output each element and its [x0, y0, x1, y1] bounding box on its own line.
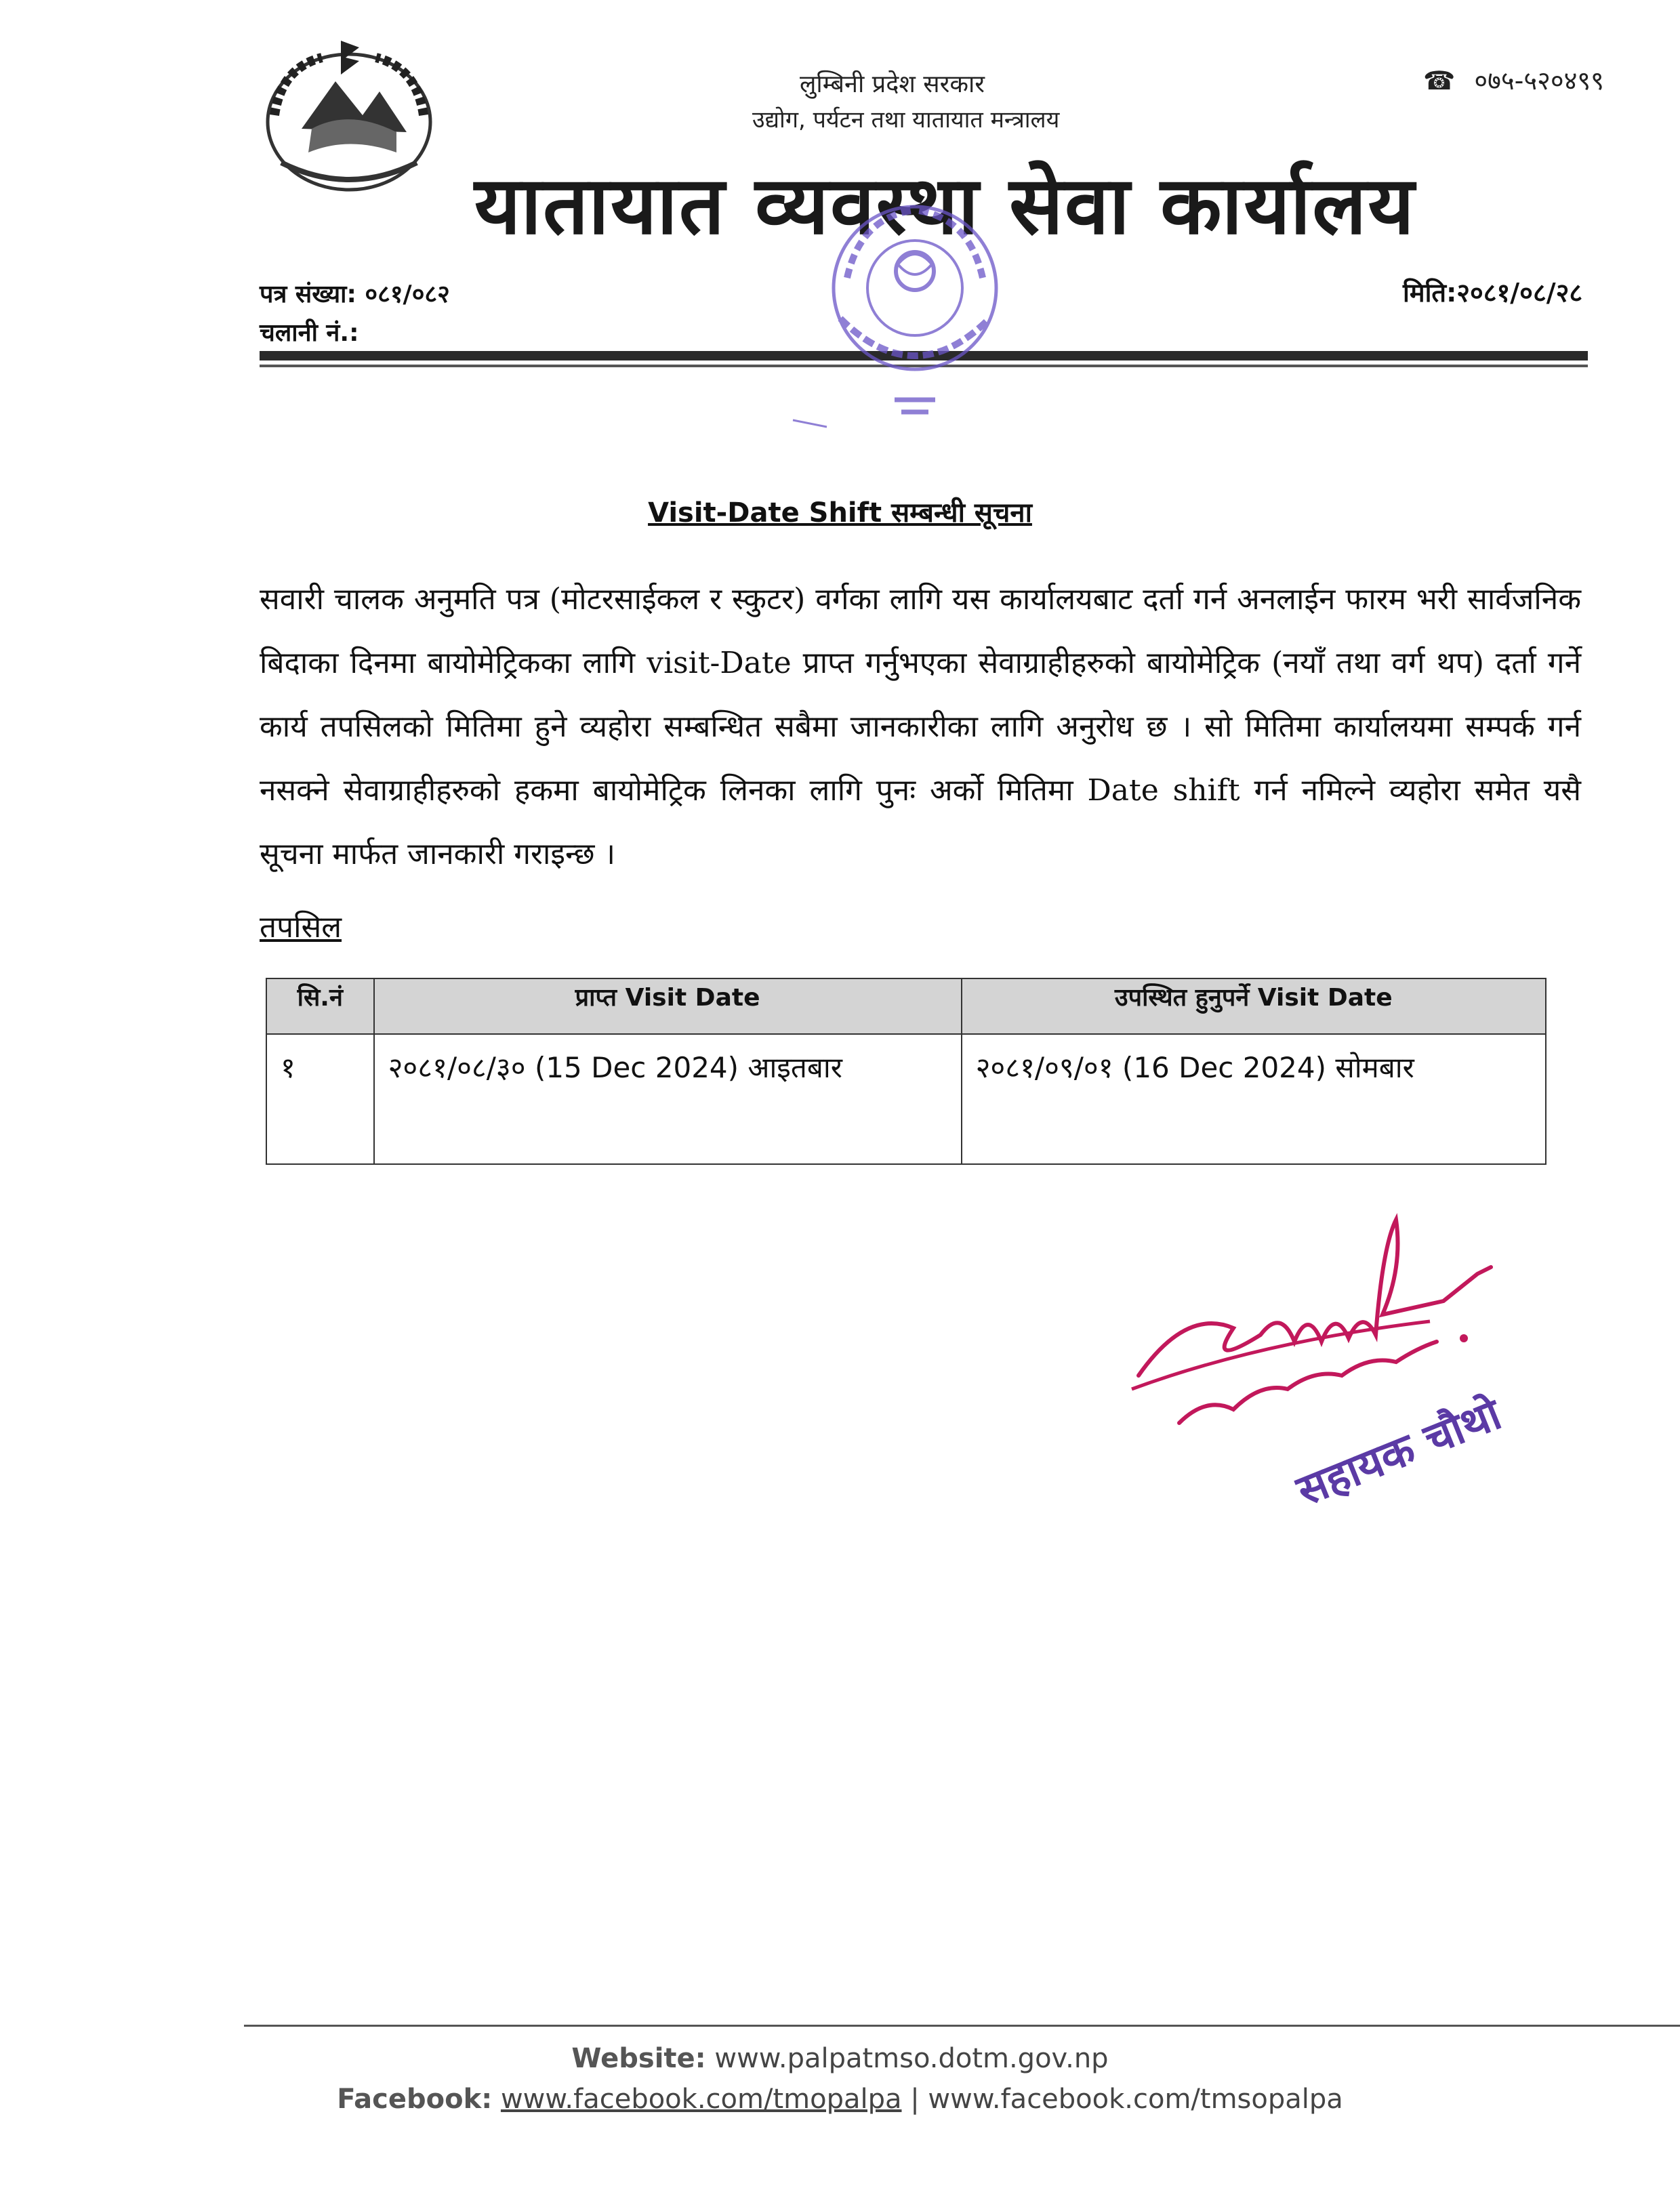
table-header-row [266, 978, 1546, 1034]
facebook-label: Facebook: [337, 2084, 493, 2115]
cell-received-date: २०८१/०८/३० (15 Dec 2024) आइतबार [374, 1034, 962, 1164]
government-name: लुम्बिनी प्रदेश सरकार [800, 70, 985, 98]
schedule-table [266, 978, 1546, 1165]
notice-body: सवारी चालक अनुमति पत्र (मोटरसाईकल र स्कुटर) वर्गका लागि यस कार्यालयबाट दर्ता गर्न अनलाईन फारम भरी सार्वजनिक बिदाका दिनमा बायोमेट्रिकका लागि visit-Date प्राप्त गर्नुभएका सेवाग्राहीहरुको बायोमेट्रिक (नयाँ तथा वर्ग थप) दर्ता गर्ने कार्य तपसिलको मितिमा हुने व्यहोरा सम्बन्धित सबैमा जानकारीका लागि अनुरोध छ । सो मितिमा कार्यालयमा सम्पर्क गर्न नसक्ने सेवाग्राहीहरुको हकमा बायोमेट्रिक लिनका लागि पुनः अर्को मितिमा Date shift गर्न नमिल्ने व्यहोरा समेत यसै सूचना मार्फत जानकारी गराइन्छ । [260, 582, 1581, 871]
website-label: Website: [571, 2043, 706, 2074]
column-header-sn: सि.नं [266, 978, 374, 1034]
letter-date: मिति:२०८१/०८/२८ [1403, 278, 1583, 308]
footer-facebook [0, 2084, 1680, 2115]
signatory-designation: सहायक चौथो [1290, 1389, 1509, 1516]
dispatch-number: चलानी नं.: [260, 319, 359, 347]
footer-website [0, 2043, 1680, 2074]
phone-value: ०७५-५२०४९९ [1474, 66, 1604, 96]
facebook-link-2[interactable]: www.facebook.com/tmsopalpa [928, 2084, 1343, 2115]
office-stamp [766, 197, 1071, 434]
facebook-separator: | [910, 2084, 920, 2115]
website-link[interactable]: www.palpatmso.dotm.gov.np [714, 2043, 1109, 2074]
footer-divider [244, 2025, 1680, 2027]
letter-number: पत्र संख्या: ०८१/०८२ [260, 281, 450, 308]
office-title: यातायात व्यवस्था सेवा कार्यालय [474, 159, 1416, 252]
government-emblem [261, 27, 437, 197]
cell-sn: १ [266, 1034, 374, 1164]
ministry-name: उद्योग, पर्यटन तथा यातायात मन्त्रालय [752, 106, 1060, 133]
notice-heading: Visit-Date Shift सम्बन्धी सूचना [648, 497, 1032, 529]
column-header-received-date: प्राप्त Visit Date [374, 978, 962, 1034]
telephone-icon: ☎ [1423, 66, 1456, 96]
column-header-attend-date: उपस्थित हुनुपर्ने Visit Date [962, 978, 1546, 1034]
table-row [266, 1034, 1546, 1164]
phone-number [1423, 62, 1604, 98]
facebook-link-1[interactable]: www.facebook.com/tmopalpa [500, 2084, 902, 2115]
schedule-heading: तपसिल [260, 910, 342, 945]
cell-attend-date: २०८१/०९/०१ (16 Dec 2024) सोमबार [962, 1034, 1546, 1164]
